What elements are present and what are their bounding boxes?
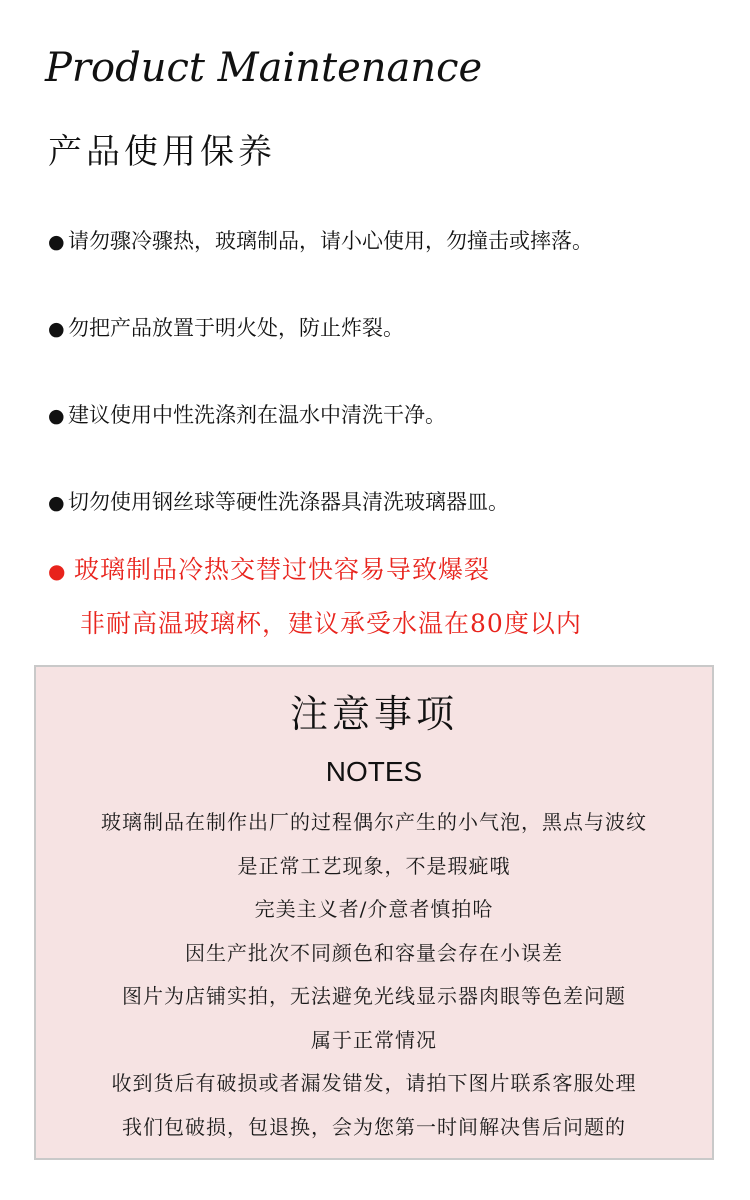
notes-line: 我们包破损，包退换，会为您第一时间解决售后问题的 [122, 1114, 626, 1139]
bullet-dot-icon: ● [48, 318, 65, 340]
care-tip [48, 226, 593, 257]
notes-line: 玻璃制品在制作出厂的过程偶尔产生的小气泡，黑点与波纹 [101, 810, 647, 834]
page-title-english: Product Maintenance [45, 45, 483, 91]
warning-text: 玻璃制品冷热交替过快容易导致爆裂 [74, 555, 491, 584]
notes-line: 收到货后有破损或者漏发错发，请拍下图片联系客服处理 [111, 1071, 637, 1095]
notes-title-chinese: 注意事项 [289, 692, 458, 736]
notes-panel [34, 665, 714, 1160]
page-title-chinese: 产品使用保养 [48, 132, 276, 172]
warning-dot-icon: ● [48, 559, 67, 583]
warning-text: 非耐高温玻璃杯，建议承受水温在80度以内 [80, 609, 582, 638]
bullet-dot-icon: ● [48, 231, 65, 253]
notes-line: 图片为店铺实拍，无法避免光线显示器肉眼等色差问题 [122, 984, 626, 1008]
notes-line: 属于正常情况 [311, 1027, 437, 1052]
care-tip [48, 313, 404, 344]
care-tip-text: 切勿使用钢丝球等硬性洗涤器具清洗玻璃器皿。 [68, 490, 509, 514]
care-tip-text: 请勿骤冷骤热，玻璃制品，请小心使用，勿撞击或摔落。 [68, 229, 593, 253]
care-tip-text: 勿把产品放置于明火处，防止炸裂。 [68, 316, 404, 340]
notes-line: 完美主义者/介意者慎拍哈 [254, 897, 494, 921]
care-tip-text: 建议使用中性洗涤剂在温水中清洗干净。 [68, 403, 446, 427]
bullet-dot-icon: ● [48, 405, 65, 427]
warning-line [48, 552, 490, 589]
care-tip [48, 400, 446, 431]
notes-line: 因生产批次不同颜色和容量会存在小误差 [185, 940, 563, 965]
bullet-dot-icon: ● [48, 492, 65, 514]
notes-title-english: NOTES [325, 756, 423, 787]
notes-line: 是正常工艺现象，不是瑕疵哦 [237, 853, 511, 878]
care-tip [48, 487, 509, 518]
notes-list [36, 801, 712, 1149]
warning-line [80, 606, 582, 642]
